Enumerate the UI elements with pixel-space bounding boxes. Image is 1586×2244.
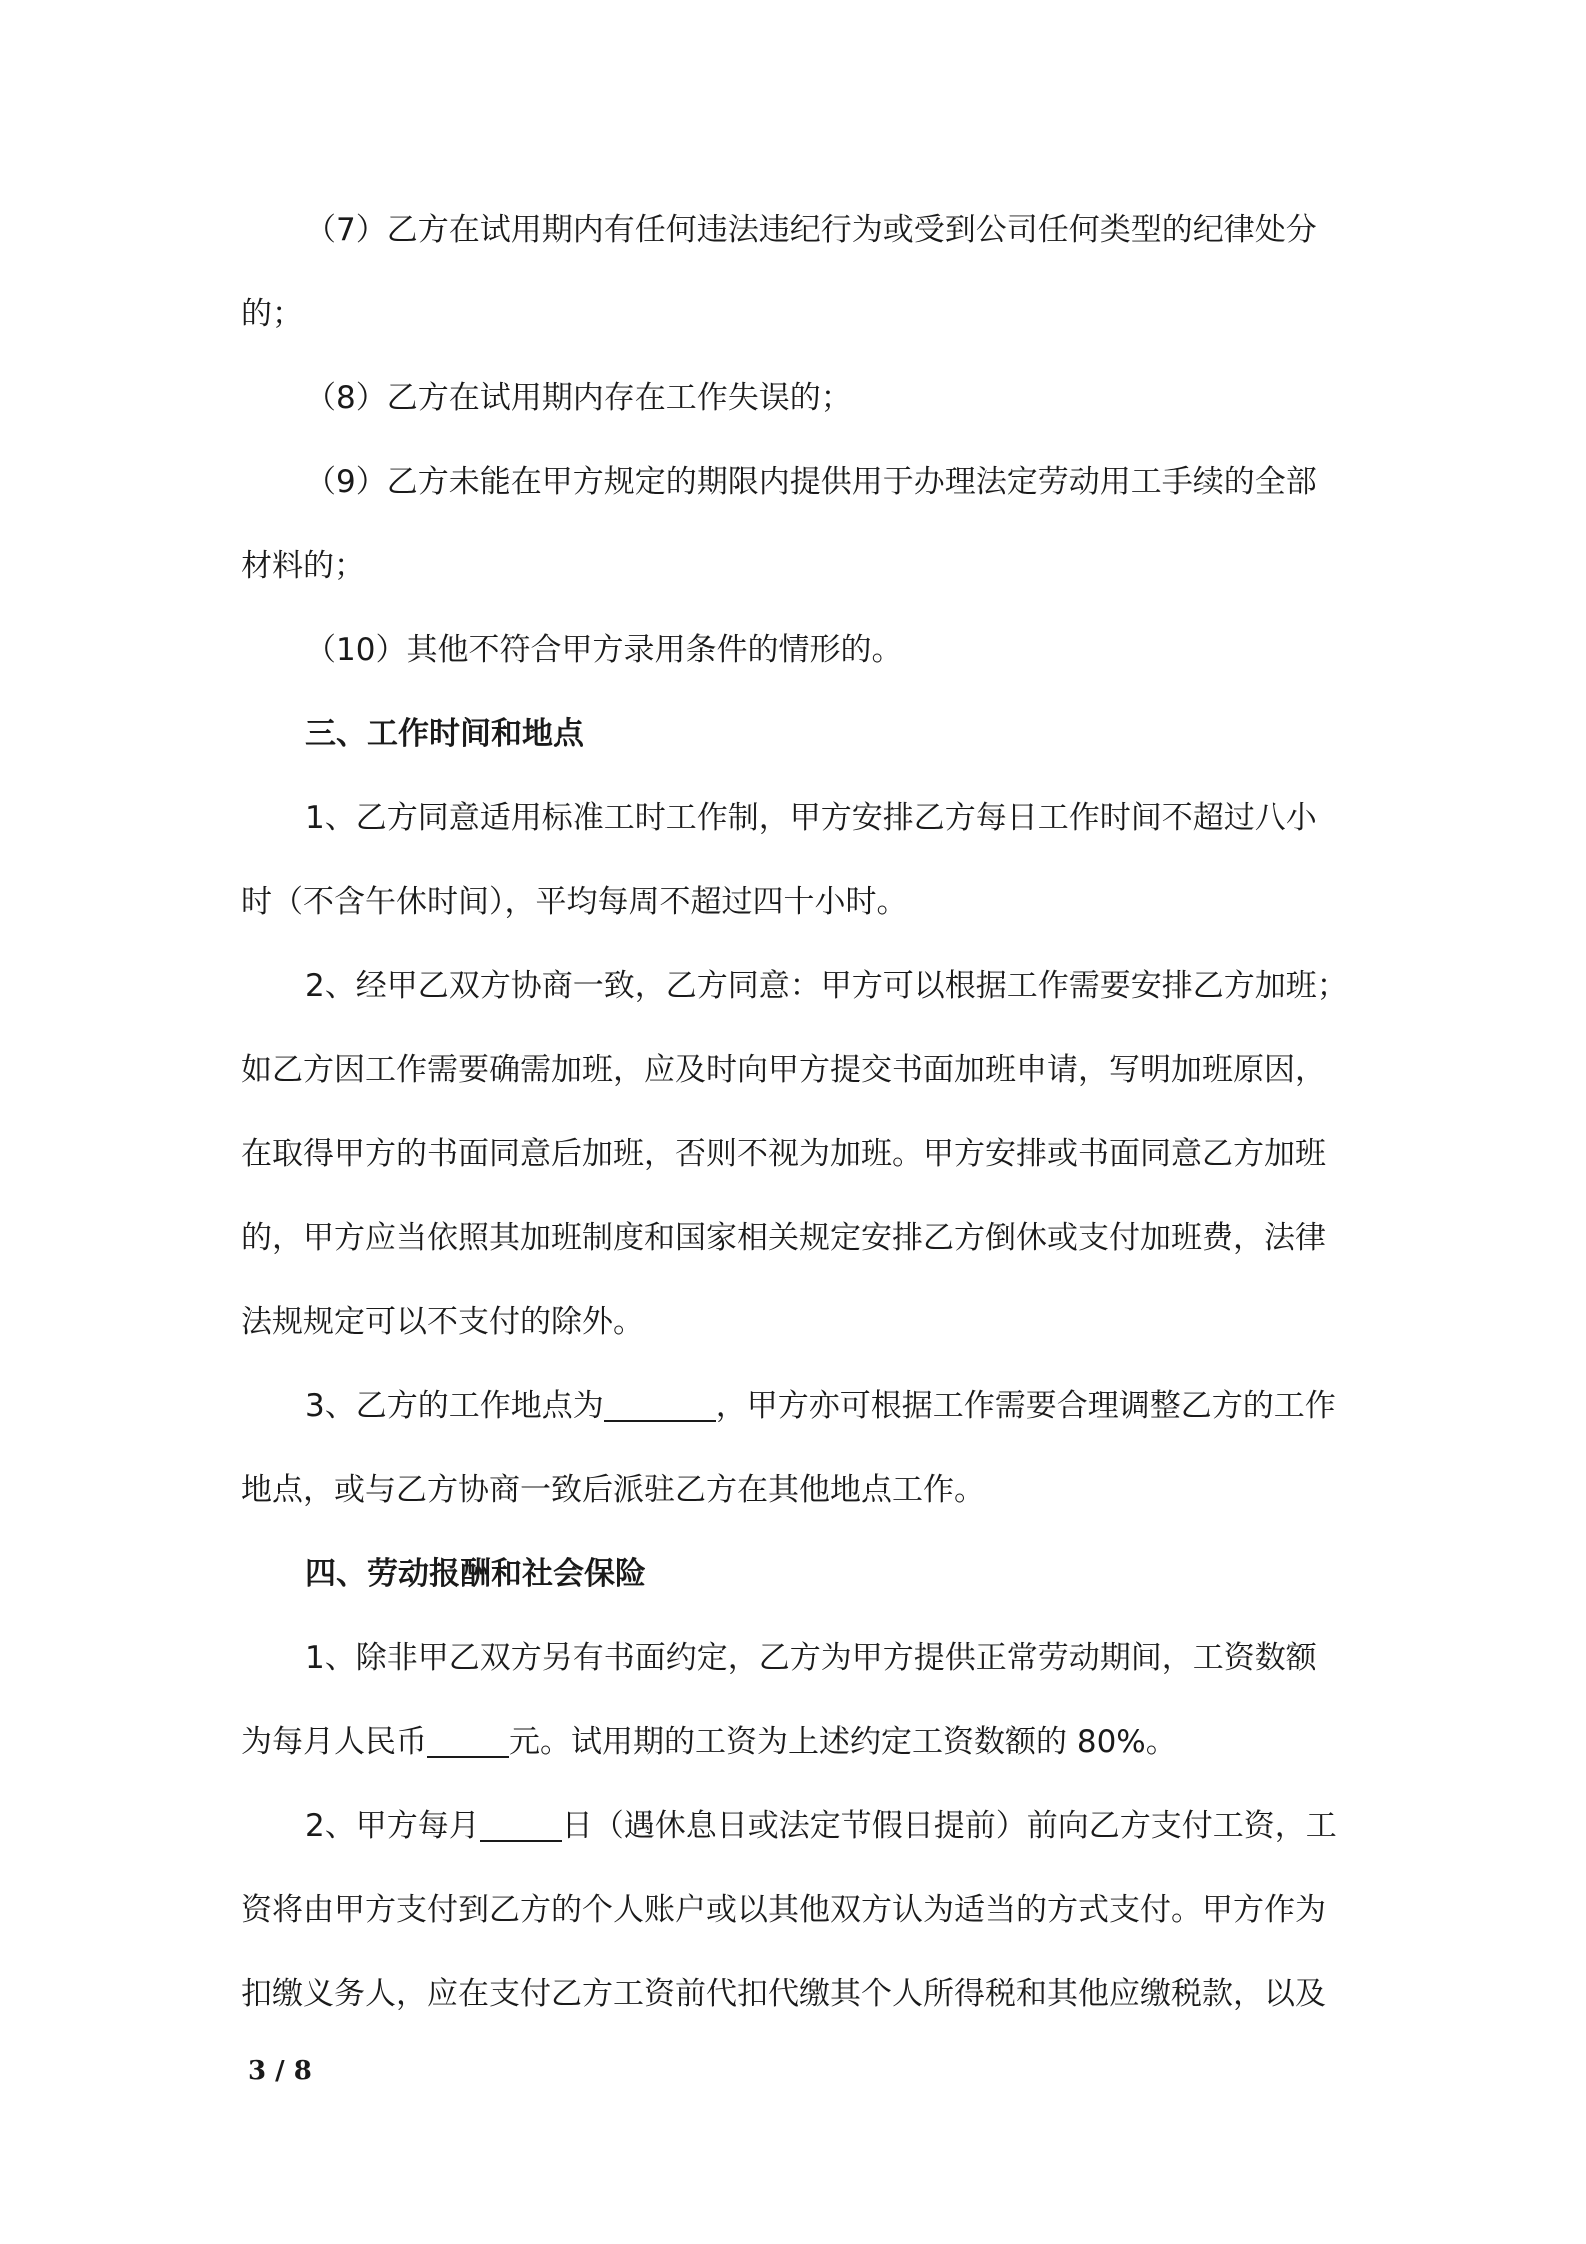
paragraph-line: 如乙方因工作需要确需加班，应及时向甲方提交书面加班申请，写明加班原因， [241, 1052, 1326, 1088]
page-number: 3 / 8 [248, 2056, 312, 2086]
paragraph-line [305, 1384, 1425, 1428]
text-segment: 为每月人民币 [241, 1724, 427, 1760]
paragraph-line: 法规规定可以不支付的除外。 [241, 1304, 644, 1340]
pay-day-blank[interactable] [480, 1804, 562, 1842]
paragraph-line: 1、乙方同意适用标准工时工作制，甲方安排乙方每日工作时间不超过八小 [305, 800, 1317, 836]
text-segment: 2、甲方每月 [305, 1808, 480, 1844]
paragraph-line: （9）乙方未能在甲方规定的期限内提供用于办理法定劳动用工手续的全部 [305, 464, 1317, 500]
section-heading-4: 四、劳动报酬和社会保险 [305, 1556, 646, 1592]
paragraph-line: 材料的； [241, 548, 365, 584]
text-segment: ，甲方亦可根据工作需要合理调整乙方的工作 [715, 1388, 1336, 1424]
paragraph-line: （10）其他不符合甲方录用条件的情形的。 [305, 632, 903, 668]
paragraph-line: 2、经甲乙双方协商一致，乙方同意：甲方可以根据工作需要安排乙方加班； [305, 968, 1348, 1004]
text-segment: 日（遇休息日或法定节假日提前）前向乙方支付工资，工 [561, 1808, 1337, 1844]
paragraph-line: （8）乙方在试用期内存在工作失误的； [305, 380, 852, 416]
paragraph-line: 的，甲方应当依照其加班制度和国家相关规定安排乙方倒休或支付加班费，法律 [241, 1220, 1326, 1256]
paragraph-line: 1、除非甲乙双方另有书面约定，乙方为甲方提供正常劳动期间，工资数额 [305, 1640, 1317, 1676]
paragraph-line: 资将由甲方支付到乙方的个人账户或以其他双方认为适当的方式支付。甲方作为 [241, 1892, 1326, 1928]
text-segment: 3、乙方的工作地点为 [305, 1388, 604, 1424]
paragraph-line: 的； [241, 296, 303, 332]
work-location-blank[interactable] [604, 1384, 716, 1422]
paragraph-line: 在取得甲方的书面同意后加班，否则不视为加班。甲方安排或书面同意乙方加班 [241, 1136, 1326, 1172]
section-heading-3: 三、工作时间和地点 [305, 716, 584, 752]
salary-amount-blank[interactable] [427, 1720, 509, 1758]
paragraph-line: 地点，或与乙方协商一致后派驻乙方在其他地点工作。 [241, 1472, 985, 1508]
paragraph-line: 扣缴义务人，应在支付乙方工资前代扣代缴其个人所得税和其他应缴税款，以及 [241, 1976, 1326, 2012]
paragraph-line [241, 1720, 1361, 1764]
paragraph-line: （7）乙方在试用期内有任何违法违纪行为或受到公司任何类型的纪律处分 [305, 212, 1317, 248]
text-segment: 元。试用期的工资为上述约定工资数额的 80%。 [509, 1724, 1177, 1760]
paragraph-line [305, 1804, 1425, 1848]
paragraph-line: 时（不含午休时间），平均每周不超过四十小时。 [241, 884, 908, 920]
